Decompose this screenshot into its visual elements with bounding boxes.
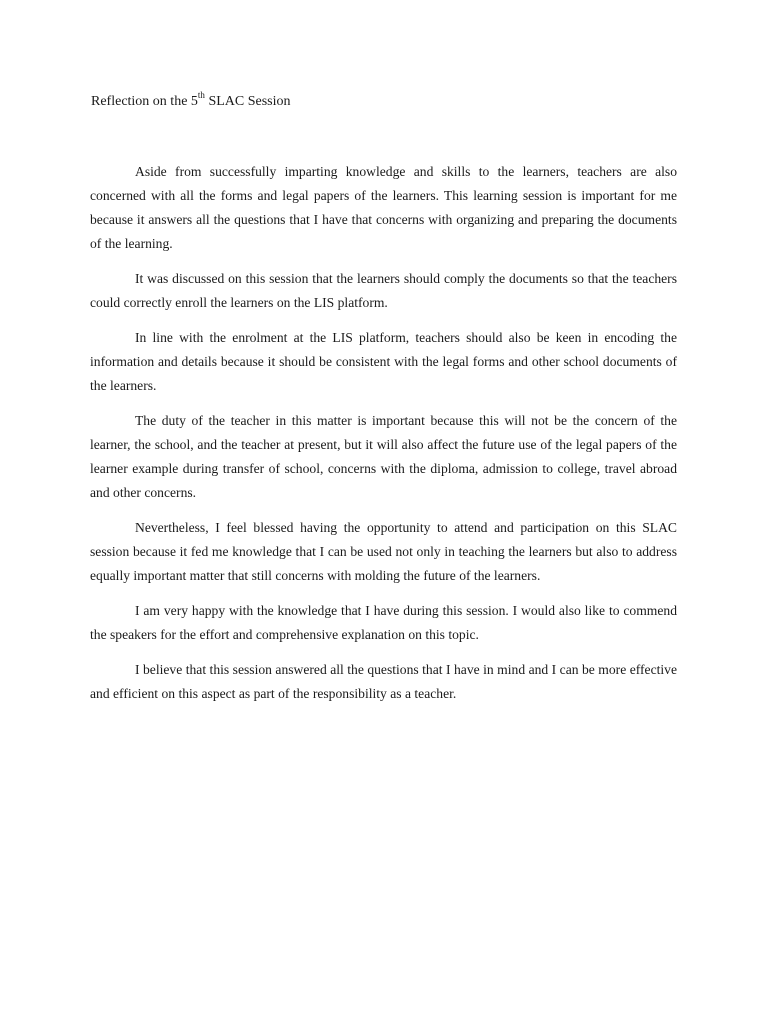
- title-prefix: Reflection on the 5: [91, 94, 198, 109]
- paragraph-2: It was discussed on this session that the learners should comply the documents so that the teachers could correctly enroll the learners on the LIS platform.: [90, 271, 677, 310]
- document-body: [90, 160, 677, 717]
- document-title: [91, 92, 291, 112]
- paragraph-3: In line with the enrolment at the LIS platform, teachers should also be keen in encoding the information and details because it should be consistent with the legal forms and other school documents of the learners.: [90, 330, 677, 393]
- title-superscript: th: [197, 90, 205, 101]
- paragraph-6: I am very happy with the knowledge that I have during this session. I would also like to commend the speakers for the effort and comprehensive explanation on this topic.: [90, 603, 677, 642]
- paragraph-4: The duty of the teacher in this matter is important because this will not be the concern of the learner, the school, and the teacher at present, but it will also affect the future use of the legal papers of the learner example during transfer of school, concerns with the diploma, admission to college, travel abroad and other concerns.: [90, 413, 677, 500]
- paragraph-5: Nevertheless, I feel blessed having the opportunity to attend and participation on this SLAC session because it fed me knowledge that I can be used not only in teaching the learners but also to address equally important matter that still concerns with molding the future of the learners.: [90, 520, 677, 583]
- paragraph-1: Aside from successfully imparting knowledge and skills to the learners, teachers are also concerned with all the forms and legal papers of the learners. This learning session is important for me because it answers all the questions that I have that concerns with organizing and preparing the documents of the learning.: [90, 164, 677, 251]
- title-suffix: SLAC Session: [204, 94, 291, 109]
- paragraph-7: I believe that this session answered all the questions that I have in mind and I can be more effective and efficient on this aspect as part of the responsibility as a teacher.: [90, 662, 677, 701]
